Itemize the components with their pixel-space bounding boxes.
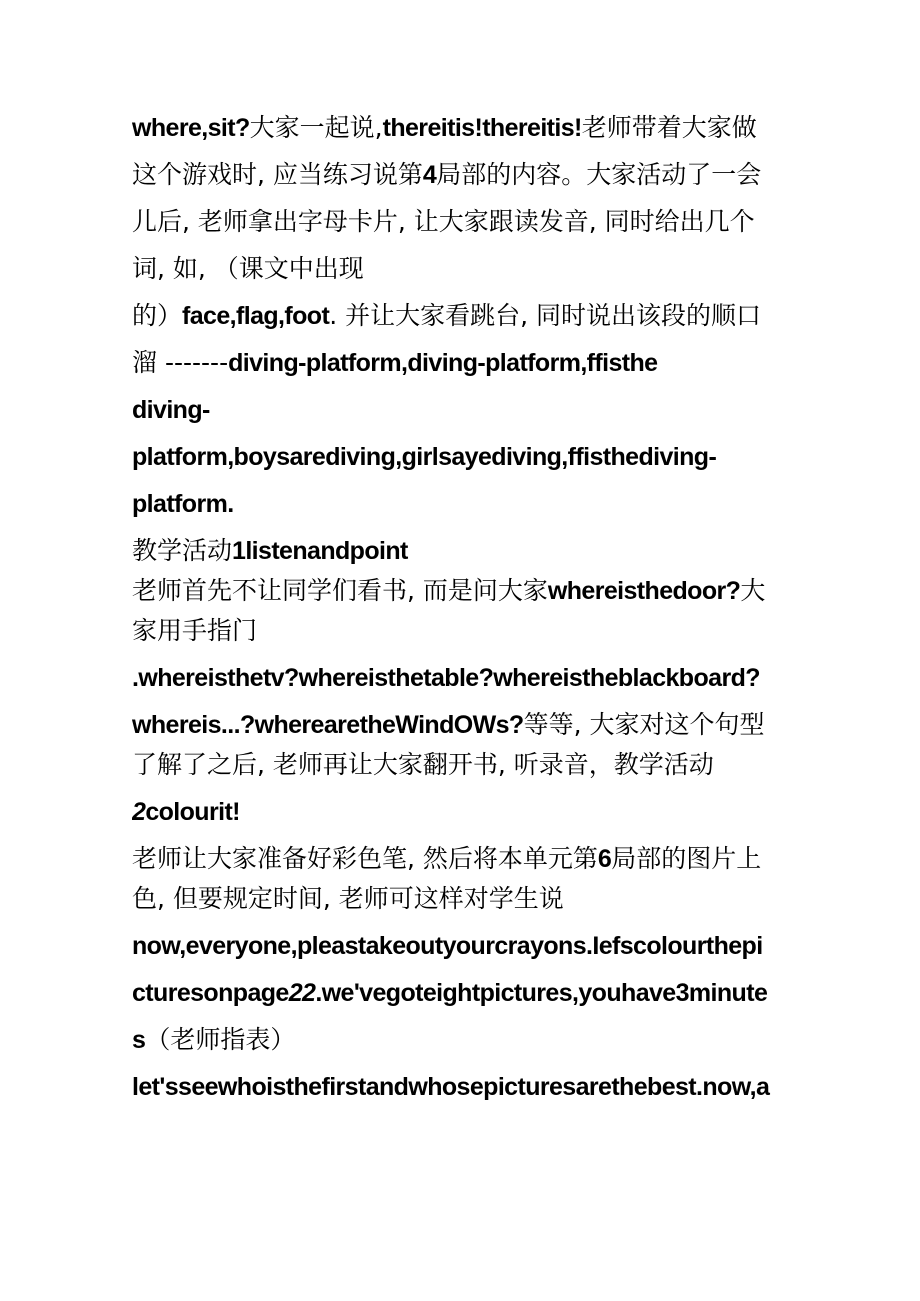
english-text: thereitis!thereitis!: [382, 114, 582, 142]
text-line: [132, 1071, 802, 1102]
chinese-text: 的）: [132, 301, 183, 330]
english-text: face,flag,foot: [182, 302, 330, 330]
english-text: cturesonpage: [132, 979, 289, 1007]
text-line: [132, 662, 802, 693]
chinese-text: 溜 -------: [132, 348, 229, 377]
english-text: diving-platform,diving-platform,ffisthe: [228, 349, 658, 377]
text-line: [132, 1024, 802, 1055]
chinese-text: 局部的图片上: [611, 844, 762, 873]
chinese-text: 老师首先不让同学们看书, 而是问大家: [132, 576, 548, 605]
english-text: whereisthedoor?: [547, 577, 741, 605]
english-text: where,sit?: [132, 114, 250, 142]
english-text: 4: [422, 161, 437, 189]
text-line: [132, 930, 802, 961]
english-text: 2: [132, 798, 146, 826]
chinese-text: 色, 但要规定时间, 老师可这样对学生说: [132, 884, 564, 913]
english-text: 22: [288, 979, 316, 1007]
text-line: [132, 159, 802, 190]
text-line: [132, 253, 802, 284]
text-line: [132, 206, 802, 237]
text-line: [132, 843, 802, 874]
english-text: 6: [597, 845, 612, 873]
chinese-text: 词, 如, （课文中出现: [132, 254, 364, 283]
chinese-text: . 并让大家看跳台, 同时说出该段的顺口: [329, 301, 761, 330]
text-line: [132, 709, 802, 740]
text-line: [132, 883, 802, 914]
text-line: [132, 112, 802, 143]
english-text: whereis...?wherearetheWindOWs?: [132, 711, 524, 739]
chinese-text: 老师带着大家做: [581, 113, 757, 142]
chinese-text: 等等, 大家对这个句型: [523, 710, 765, 739]
text-line: [132, 615, 802, 646]
chinese-text: 大家一起说,: [249, 113, 383, 142]
english-text: let'sseewhoisthefirstandwhosepicturesarethebest.now,a: [132, 1073, 770, 1101]
text-line: [132, 749, 802, 780]
english-text: .we'vegoteightpictures,youhave3minute: [315, 979, 768, 1007]
text-line: [132, 394, 802, 425]
text-line: [132, 441, 802, 472]
chinese-text: 教学活动: [132, 536, 233, 565]
english-text: platform,boysarediving,girlsayediving,ffisthediving-: [132, 443, 717, 471]
text-line: [132, 300, 802, 331]
text-line: [132, 535, 802, 566]
chinese-text: 儿后, 老师拿出字母卡片, 让大家跟读发音, 同时给出几个: [132, 207, 755, 236]
document-body: [132, 112, 802, 1118]
english-text: colourit!: [145, 798, 240, 826]
chinese-text: 局部的内容。大家活动了一会: [436, 160, 762, 189]
chinese-text: 老师让大家准备好彩色笔, 然后将本单元第: [132, 844, 598, 873]
chinese-text: 这个游戏时, 应当练习说第: [132, 160, 423, 189]
english-text: diving-: [132, 396, 210, 424]
text-line: [132, 796, 802, 827]
text-line: [132, 575, 802, 606]
text-line: [132, 977, 802, 1008]
english-text: now,everyone,pleastakeoutyourcrayons.Iefscolourthepi: [132, 932, 763, 960]
english-text: 1listenandpoint: [232, 537, 408, 565]
english-text: .whereisthetv?whereisthetable?whereistheblackboard?: [132, 664, 760, 692]
text-line: [132, 347, 802, 378]
chinese-text: 了解了之后, 老师再让大家翻开书, 听录音，教学活动: [132, 750, 714, 779]
chinese-text: 家用手指门: [132, 616, 258, 645]
chinese-text: （老师指表）: [145, 1025, 296, 1054]
english-text: s: [132, 1026, 146, 1054]
chinese-text: 大: [740, 576, 766, 605]
english-text: platform.: [132, 490, 234, 518]
text-line: [132, 488, 802, 519]
